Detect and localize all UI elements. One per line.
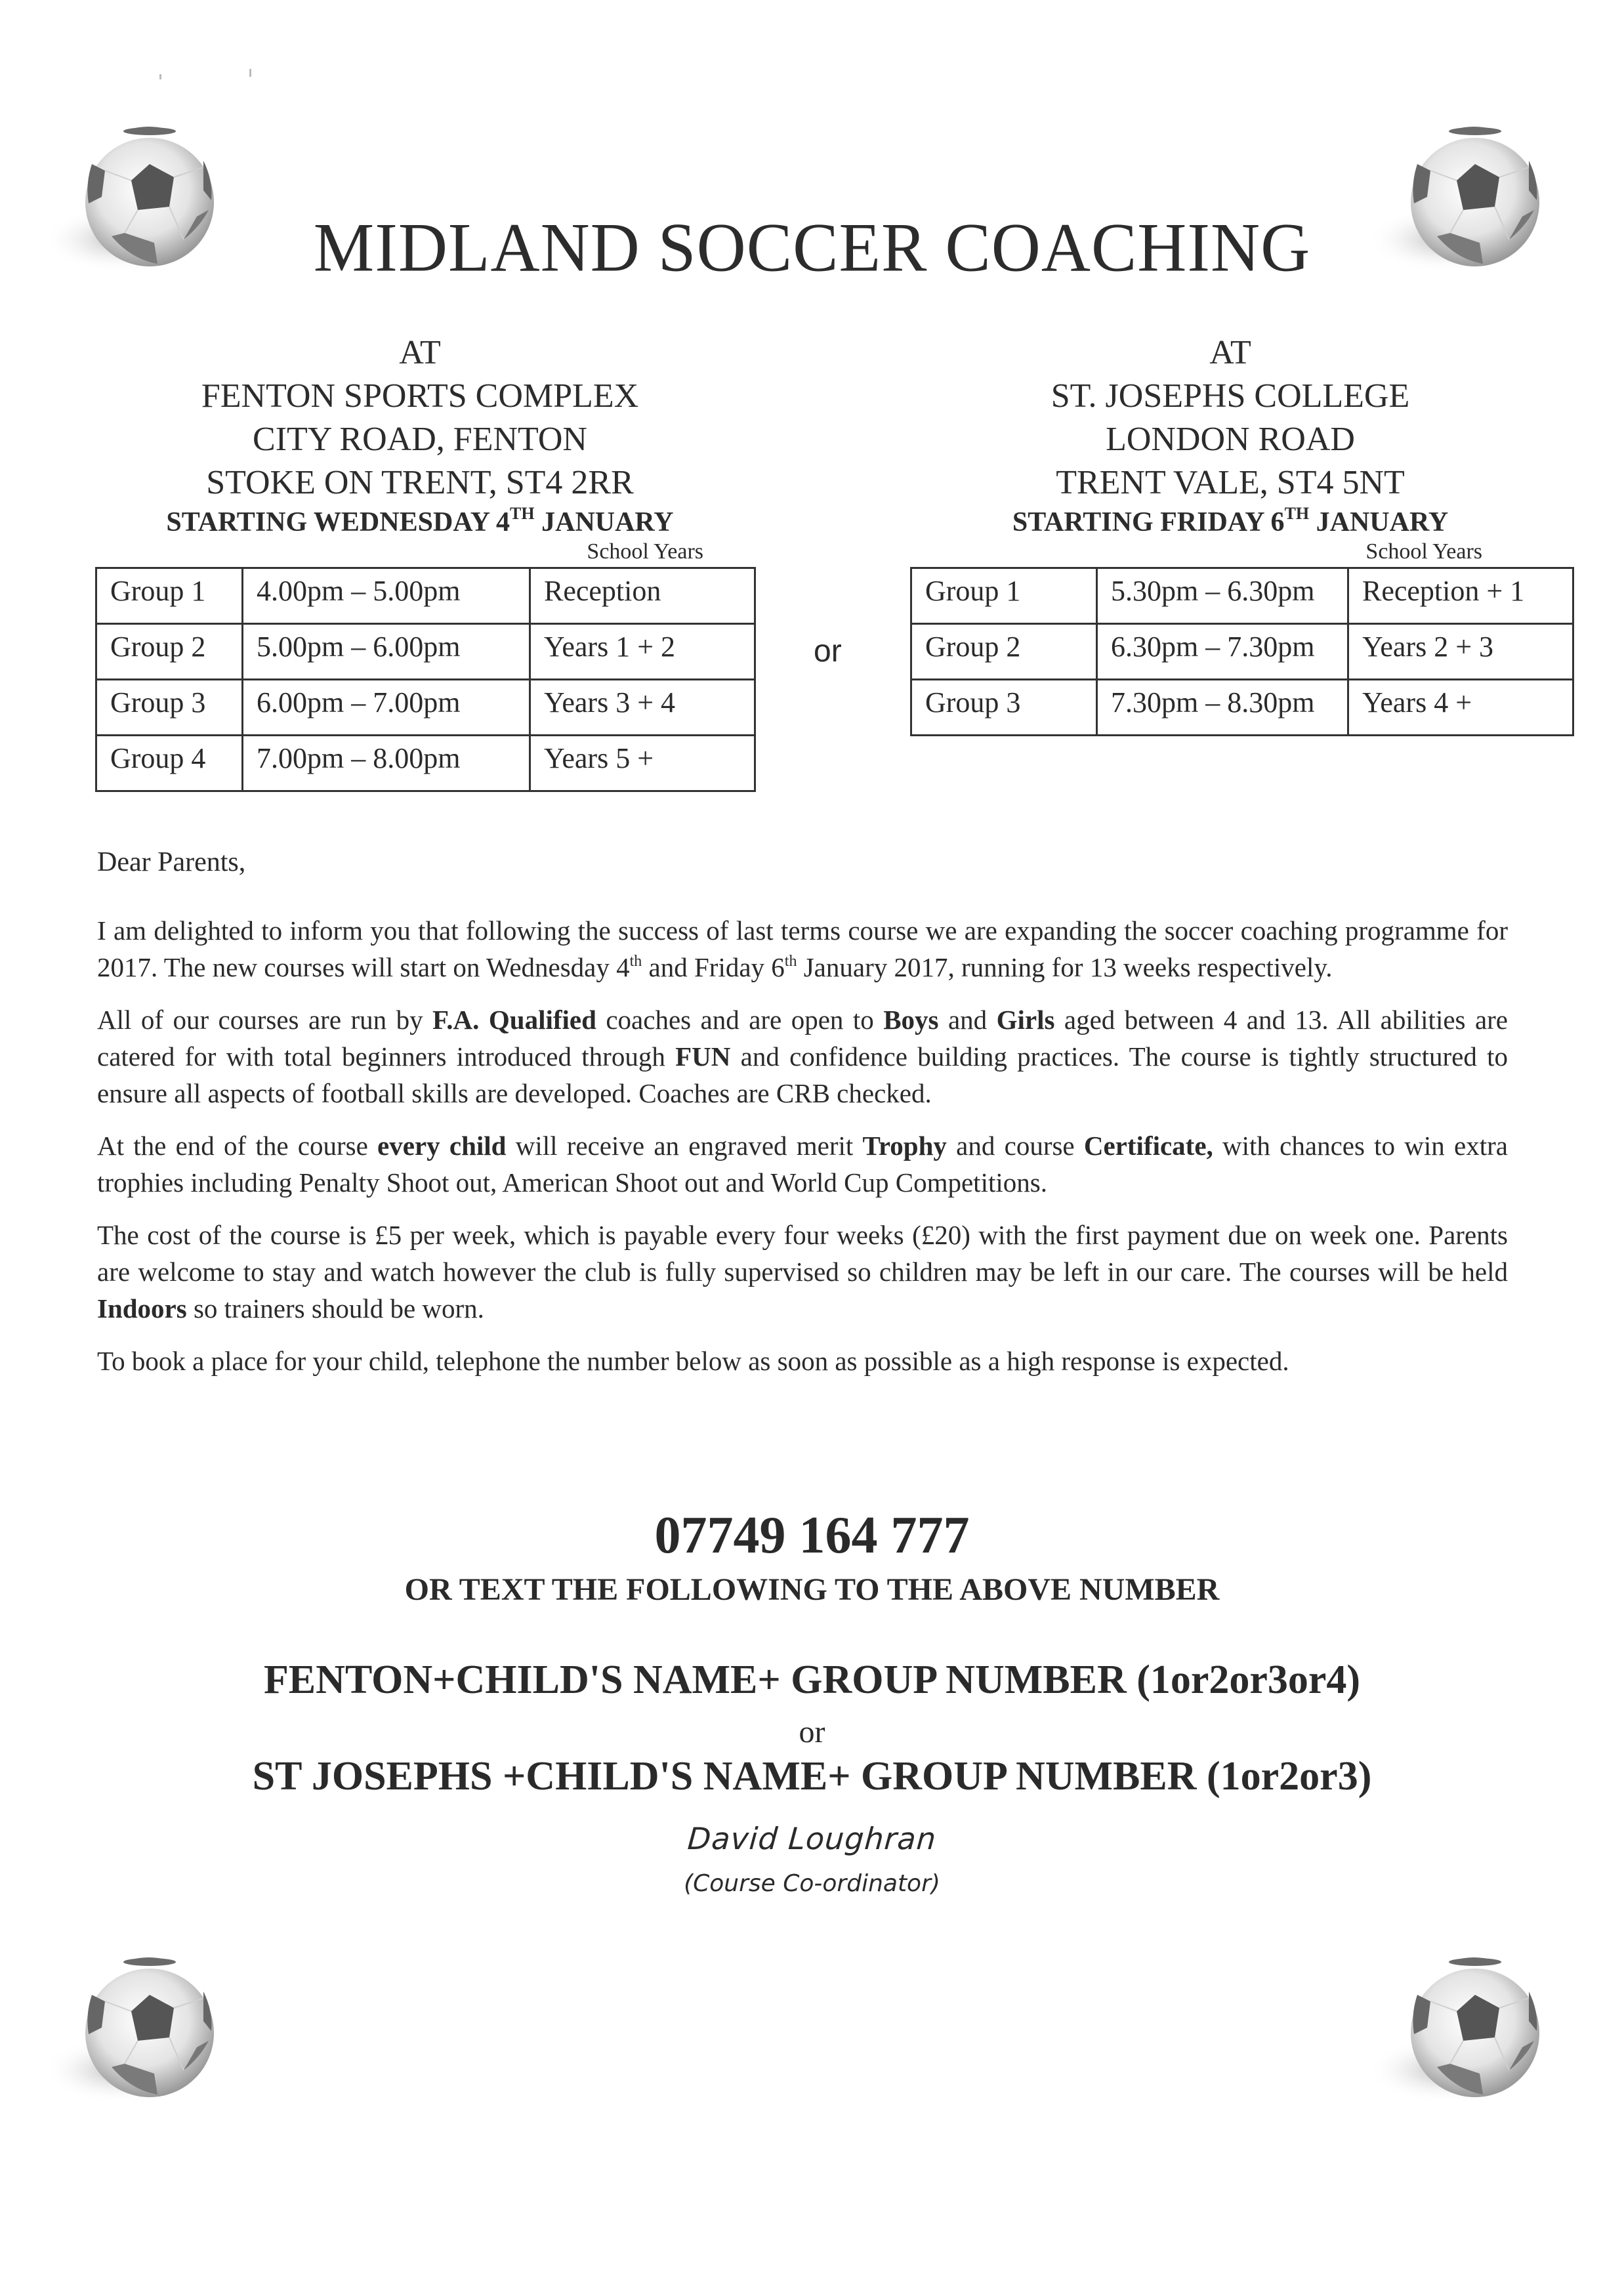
- group-cell: Group 2: [96, 624, 243, 680]
- soccer-ball-icon: [39, 1949, 236, 2113]
- text-run: The cost of the course is £5 per week, which is payable every four weeks (£20) with the first payment due on week one. Parents are welcome to stay and watch however the club is fully supervised so children may be left in our care. The courses will be held: [97, 1220, 1508, 1287]
- years-cell: Years 1 + 2: [530, 624, 755, 680]
- years-cell: Years 5 +: [530, 736, 755, 791]
- venue-start-date: [902, 503, 1558, 541]
- emphasis: every child: [377, 1131, 507, 1161]
- venue-at: AT: [1209, 334, 1251, 371]
- emphasis: Trophy: [862, 1131, 947, 1161]
- text-run: January 2017, running for 13 weeks respectively.: [797, 952, 1333, 982]
- soccer-ball-icon: [1365, 1949, 1562, 2113]
- start-date-ordinal: TH: [510, 504, 535, 523]
- group-cell: Group 1: [911, 568, 1097, 624]
- paragraph-awards: [97, 1127, 1508, 1201]
- emphasis: FUN: [675, 1041, 731, 1072]
- time-cell: 7.30pm – 8.30pm: [1097, 680, 1348, 736]
- table-row: [96, 680, 755, 736]
- years-cell: Reception + 1: [1348, 568, 1573, 624]
- scan-speck: [159, 74, 161, 79]
- table-row: [911, 568, 1573, 624]
- schedule-fenton: [95, 539, 756, 792]
- emphasis: Certificate,: [1083, 1131, 1213, 1161]
- group-cell: Group 4: [96, 736, 243, 791]
- group-cell: Group 3: [911, 680, 1097, 736]
- text-code-separator: or: [799, 1715, 825, 1749]
- emphasis: Boys: [883, 1005, 939, 1035]
- phone-number: 07749 164 777: [654, 1507, 970, 1564]
- group-cell: Group 3: [96, 680, 243, 736]
- ordinal: th: [629, 953, 642, 970]
- text-run: will receive an engraved merit: [506, 1131, 863, 1161]
- emphasis: Indoors: [97, 1293, 187, 1324]
- venue-address-line-1: LONDON ROAD: [1106, 421, 1355, 458]
- venue-name: ST. JOSEPHS COLLEGE: [1051, 377, 1410, 415]
- table-row: [911, 680, 1573, 736]
- venue-separator: or: [814, 634, 842, 669]
- table-row: [911, 624, 1573, 680]
- text-instruction: OR TEXT THE FOLLOWING TO THE ABOVE NUMBER: [404, 1572, 1220, 1607]
- letter-greeting: Dear Parents,: [97, 847, 246, 877]
- time-cell: 6.30pm – 7.30pm: [1097, 624, 1348, 680]
- group-cell: Group 1: [96, 568, 243, 624]
- years-cell: Reception: [530, 568, 755, 624]
- schedule-table: [910, 567, 1574, 736]
- venue-address-line-2: TRENT VALE, ST4 5NT: [1056, 464, 1405, 501]
- years-cell: Years 2 + 3: [1348, 624, 1573, 680]
- school-years-label: School Years: [1365, 539, 1482, 564]
- text-run: coaches and are open to: [596, 1005, 884, 1035]
- text-run: with chances to win extra trophies including Penalty Shoot out, American Shoot out and World Cup Competitions.: [97, 1131, 1508, 1198]
- text-run: so trainers should be worn.: [186, 1293, 484, 1324]
- letter-body: [97, 912, 1508, 1395]
- start-date-prefix: STARTING FRIDAY 6: [1012, 507, 1285, 537]
- text-run: and course: [946, 1131, 1084, 1161]
- time-cell: 4.00pm – 5.00pm: [243, 568, 530, 624]
- signature-name: David Loughran: [686, 1821, 938, 1856]
- schedule-table: [95, 567, 756, 792]
- school-years-label: School Years: [587, 539, 703, 564]
- time-cell: 7.00pm – 8.00pm: [243, 736, 530, 791]
- table-row: [96, 624, 755, 680]
- text-run: and: [938, 1005, 997, 1035]
- start-date-month: JANUARY: [1309, 507, 1449, 537]
- venue-st-josephs: [902, 331, 1558, 541]
- scan-speck: [249, 69, 251, 77]
- venue-start-date: [92, 503, 748, 541]
- time-cell: 5.30pm – 6.30pm: [1097, 568, 1348, 624]
- venue-at: AT: [399, 334, 441, 371]
- text-run: and Friday 6: [642, 952, 785, 982]
- page-title: MIDLAND SOCCER COACHING: [313, 209, 1311, 287]
- time-cell: 6.00pm – 7.00pm: [243, 680, 530, 736]
- ordinal: th: [784, 953, 797, 970]
- group-cell: Group 2: [911, 624, 1097, 680]
- paragraph-booking: To book a place for your child, telephone the number below as soon as possible as a high response is expected.: [97, 1346, 1289, 1376]
- venue-address-line-2: STOKE ON TRENT, ST4 2RR: [206, 464, 634, 501]
- text-run: At the end of the course: [97, 1131, 378, 1161]
- start-date-ordinal: TH: [1284, 504, 1310, 523]
- emphasis: F.A. Qualified: [432, 1005, 596, 1035]
- start-date-prefix: STARTING WEDNESDAY 4: [166, 507, 510, 537]
- text-run: aged between 4 and 13. All abilities are catered for with total beginners introduced through: [97, 1005, 1508, 1072]
- schedule-st-josephs: [910, 539, 1574, 736]
- venue-fenton: [92, 331, 748, 541]
- text-code-fenton: FENTON+CHILD'S NAME+ GROUP NUMBER (1or2or3or4): [263, 1658, 1361, 1702]
- years-cell: Years 3 + 4: [530, 680, 755, 736]
- time-cell: 5.00pm – 6.00pm: [243, 624, 530, 680]
- paragraph-intro: [97, 912, 1508, 986]
- emphasis: Girls: [996, 1005, 1055, 1035]
- table-row: [96, 736, 755, 791]
- text-code-st-josephs: ST JOSEPHS +CHILD'S NAME+ GROUP NUMBER (1or2or3): [252, 1754, 1372, 1799]
- start-date-month: JANUARY: [534, 507, 674, 537]
- table-row: [96, 568, 755, 624]
- paragraph-coaches: [97, 1001, 1508, 1112]
- signature-role: (Course Co-ordinator): [684, 1870, 940, 1897]
- venue-name: FENTON SPORTS COMPLEX: [201, 377, 639, 415]
- text-run: and confidence building practices. The course is tightly structured to ensure all aspects of football skills are developed. Coaches are CRB checked.: [97, 1041, 1508, 1108]
- venue-address-line-1: CITY ROAD, FENTON: [253, 421, 587, 458]
- text-run: I am delighted to inform you that following the success of last terms course we are expanding the soccer coaching programme for 2017. The new courses will start on Wednesday 4: [97, 915, 1508, 982]
- paragraph-cost: [97, 1217, 1508, 1327]
- years-cell: Years 4 +: [1348, 680, 1573, 736]
- text-run: All of our courses are run by: [97, 1005, 433, 1035]
